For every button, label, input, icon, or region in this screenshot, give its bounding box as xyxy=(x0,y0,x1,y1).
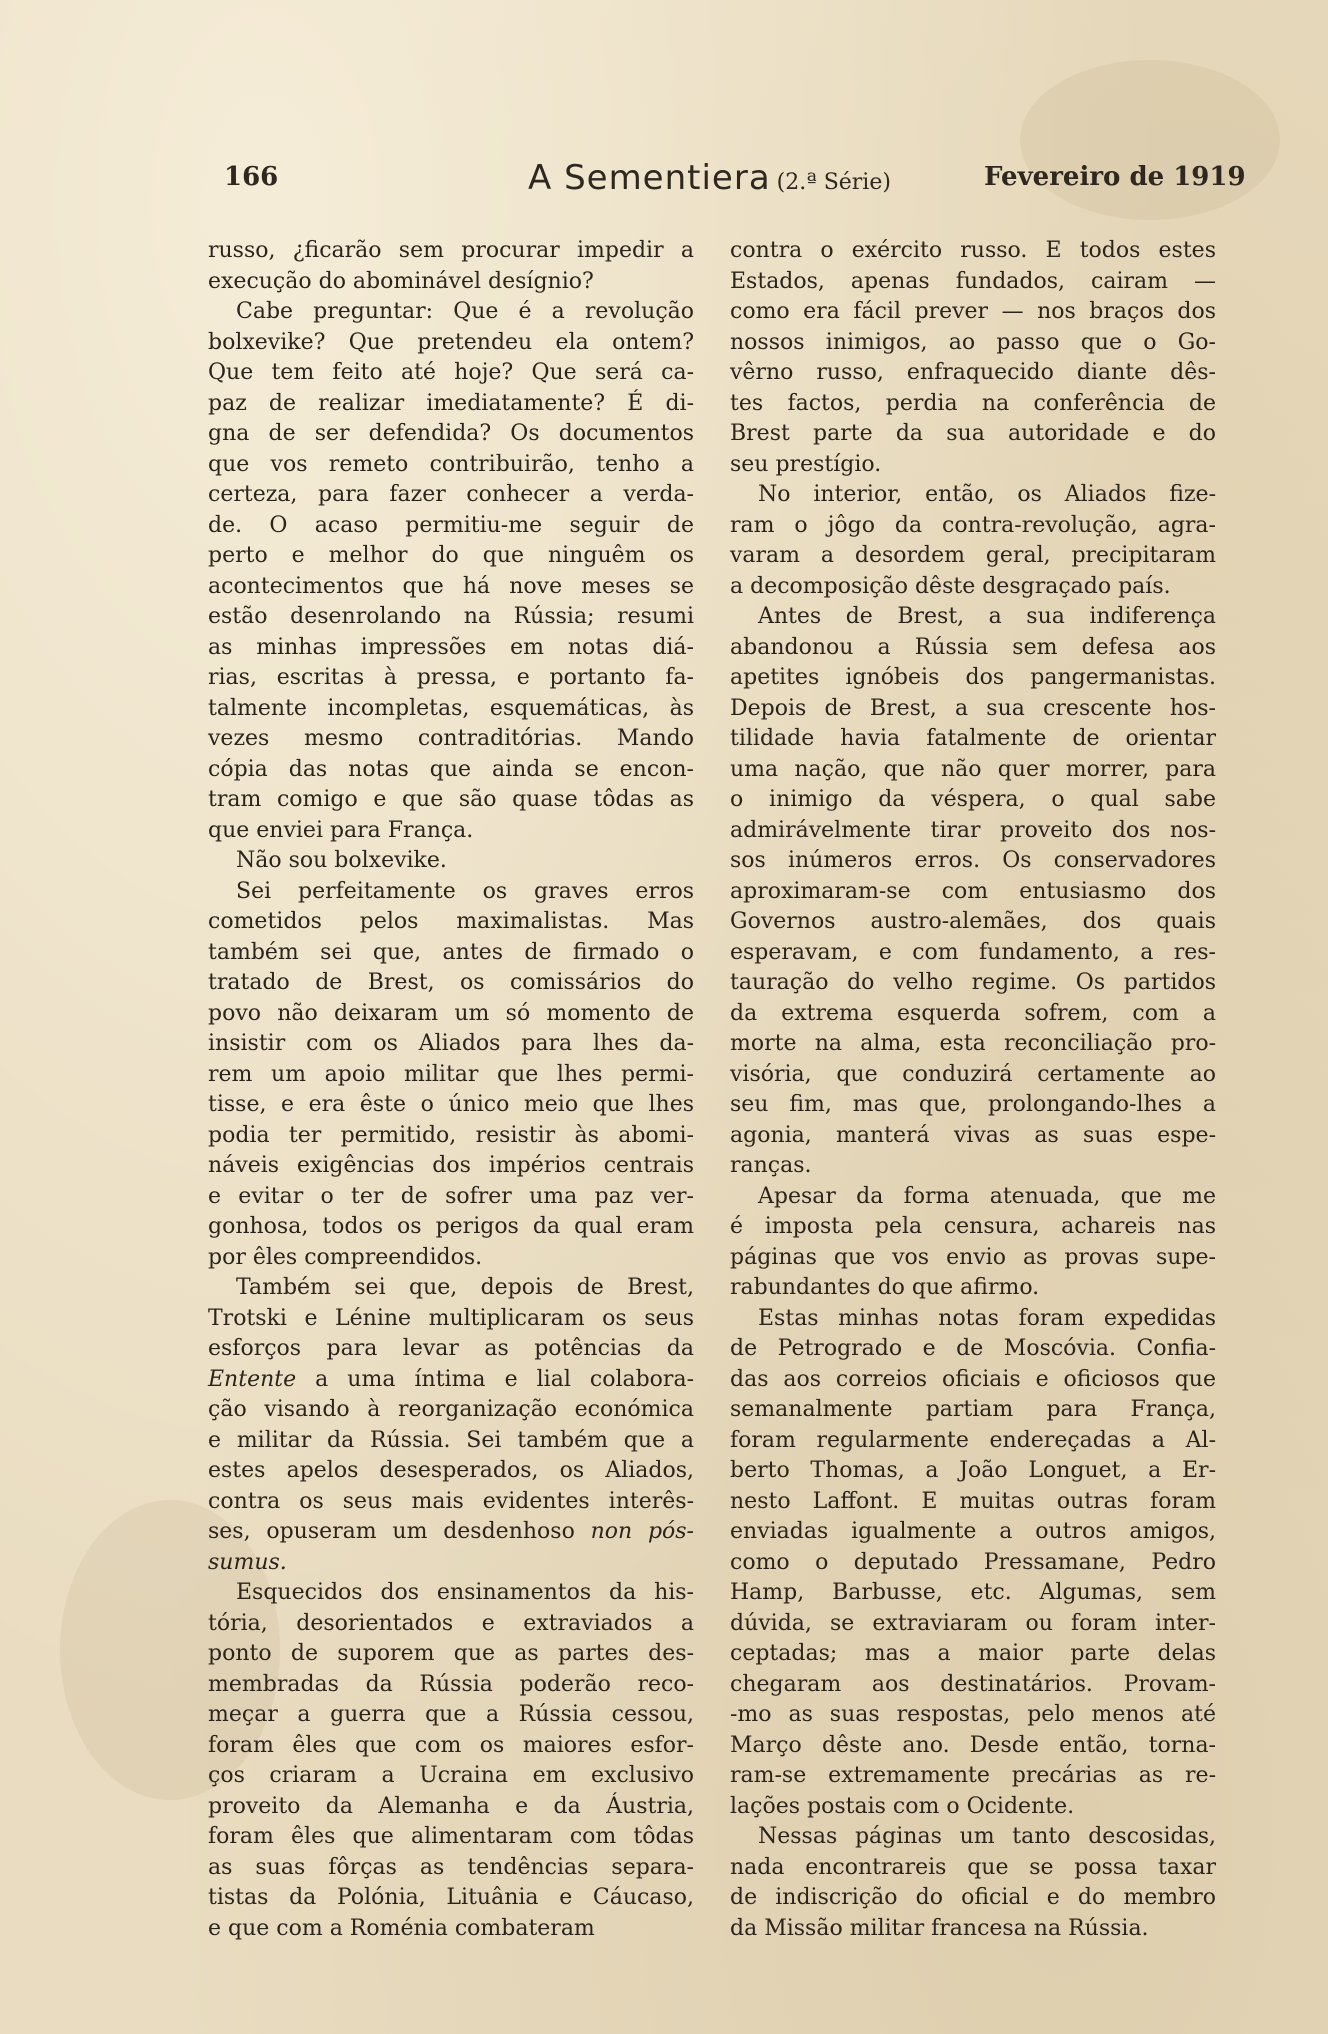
text-line: bolxevike? Que pretendeu ela ontem? xyxy=(208,329,694,355)
text-line: páginas que vos envio as provas supe- xyxy=(730,1244,1216,1270)
text-line: Março dêste ano. Desde então, torna- xyxy=(730,1732,1216,1758)
text-line: nesto Laffont. E muitas outras foram xyxy=(730,1488,1216,1514)
text-line: da Missão militar francesa na Rússia. xyxy=(730,1915,1149,1941)
text-line: agonia, manterá vivas as suas espe- xyxy=(730,1122,1216,1148)
text-line: Governos austro-alemães, dos quais xyxy=(730,909,1216,934)
text-line: da extrema esquerda sofrem, com a xyxy=(730,1000,1216,1026)
text-line: ponto de suporem que as partes des- xyxy=(208,1641,694,1666)
text-line: estão desenrolando na Rússia; resumi xyxy=(208,604,694,629)
text-line: semanalmente partiam para França, xyxy=(730,1397,1216,1422)
text-line: tes factos, perdia na conferência de xyxy=(730,390,1216,416)
text-line: contra os seus mais evidentes interês- xyxy=(208,1488,694,1514)
text-line: meçar a guerra que a Rússia cessou, xyxy=(208,1702,694,1727)
text-line: e evitar o ter de sofrer uma paz ver- xyxy=(208,1183,694,1209)
text-line: admirávelmente tirar proveito dos nos- xyxy=(730,817,1216,843)
text-line: tilidade havia fatalmente de orientar xyxy=(730,726,1216,751)
text-line: por êles compreendidos. xyxy=(208,1244,483,1270)
text-line: russo, ¿ficarão sem procurar impedir a xyxy=(208,238,694,263)
text-line: e militar da Rússia. Sei também que a xyxy=(208,1427,694,1453)
text-line: Cabe preguntar: Que é a revolução xyxy=(236,299,694,324)
text-line: acontecimentos que há nove meses se xyxy=(208,573,694,599)
text-line: berto Thomas, a João Longuet, a Er- xyxy=(730,1458,1216,1483)
text-line: morte na alma, esta reconciliação pro- xyxy=(730,1031,1216,1056)
text-line: Depois de Brest, a sua crescente hos- xyxy=(730,695,1216,721)
text-line: ços criaram a Ucraina em exclusivo xyxy=(208,1763,694,1788)
text-line: contra o exército russo. E todos estes xyxy=(730,238,1216,263)
text-line: vezes mesmo contraditórias. Mando xyxy=(208,726,694,751)
page-number: 166 xyxy=(224,162,279,192)
text-line: tistas da Polónia, Lituânia e Cáucaso, xyxy=(208,1885,694,1910)
text-line: sos inúmeros erros. Os conservadores xyxy=(730,848,1216,873)
text-line: paz de realizar imediatamente? É di- xyxy=(208,390,694,416)
text-line: e que com a Roménia combateram xyxy=(208,1915,595,1941)
text-line: esforços para levar as potências da xyxy=(208,1336,694,1361)
text-line: também sei que, antes de firmado o xyxy=(208,939,694,965)
text-line: de indiscrição do oficial e do membro xyxy=(730,1885,1216,1910)
text-line: insistir com os Aliados para lhes da- xyxy=(208,1031,694,1056)
text-line: ram o jôgo da contra-revolução, agra- xyxy=(730,512,1216,538)
text-line: Esquecidos dos ensinamentos da his- xyxy=(236,1580,694,1605)
text-line: náveis exigências dos impérios centrais xyxy=(208,1153,694,1178)
paper-stain xyxy=(1020,60,1280,220)
text-line: Hamp, Barbusse, etc. Algumas, sem xyxy=(730,1580,1216,1605)
text-line: sumus. xyxy=(208,1549,287,1575)
text-line: Nessas páginas um tanto descosidas, xyxy=(758,1824,1216,1849)
text-line: chegaram aos destinatários. Provam- xyxy=(730,1671,1216,1697)
text-line: uma nação, que não quer morrer, para xyxy=(730,756,1216,782)
left-text-column xyxy=(208,236,694,1944)
text-line: como o deputado Pressamane, Pedro xyxy=(730,1549,1216,1575)
text-line: de. O acaso permitiu-me seguir de xyxy=(208,512,694,538)
text-line: foram êles que alimentaram com tôdas xyxy=(208,1824,694,1849)
text-line: estes apelos desesperados, os Aliados, xyxy=(208,1458,694,1483)
text-line: gna de ser defendida? Os documentos xyxy=(208,421,694,446)
text-line: tratado de Brest, os comissários do xyxy=(208,970,694,995)
text-line: cópia das notas que ainda se encon- xyxy=(208,756,694,782)
text-line: cometidos pelos maximalistas. Mas xyxy=(208,909,694,934)
text-line: foram regularmente endereçadas a Al- xyxy=(730,1427,1216,1453)
text-line: perto e melhor do que ninguêm os xyxy=(208,543,694,568)
text-line: povo não deixaram um só momento de xyxy=(208,1000,694,1026)
text-line: No interior, então, os Aliados fize- xyxy=(758,482,1216,507)
text-line: tisse, e era êste o único meio que lhes xyxy=(208,1092,694,1117)
running-title xyxy=(528,158,891,198)
text-line: rias, escritas à pressa, e portanto fa- xyxy=(208,665,694,690)
text-line: dúvida, se extraviaram ou foram inter- xyxy=(730,1610,1216,1636)
text-line: tauração do velho regime. Os partidos xyxy=(730,970,1216,995)
text-line: Que tem feito até hoje? Que será ca- xyxy=(208,360,694,385)
text-line: Estados, apenas fundados, cairam — xyxy=(730,268,1216,294)
text-line: Sei perfeitamente os graves erros xyxy=(236,878,694,904)
text-line: as minhas impressões em notas diá- xyxy=(208,634,694,660)
text-line: Também sei que, depois de Brest, xyxy=(236,1275,694,1300)
text-line: abandonou a Rússia sem defesa aos xyxy=(730,634,1216,660)
text-line: execução do abominável desígnio? xyxy=(208,268,594,294)
text-line: que enviei para França. xyxy=(208,817,474,843)
text-line: é imposta pela censura, achareis nas xyxy=(730,1214,1216,1239)
text-line: podia ter permitido, resistir às abomi- xyxy=(208,1122,694,1148)
text-line: o inimigo da véspera, o qual sabe xyxy=(730,787,1216,812)
text-line: ção visando à reorganização económica xyxy=(208,1397,694,1422)
text-line: aproximaram-se com entusiasmo dos xyxy=(730,878,1216,904)
text-line: rem um apoio militar que lhes permi- xyxy=(208,1061,694,1087)
text-line: de Petrogrado e de Moscóvia. Confia- xyxy=(730,1336,1216,1361)
text-line: lações postais com o Ocidente. xyxy=(730,1793,1075,1819)
text-line: ceptadas; mas a maior parte delas xyxy=(730,1641,1216,1666)
text-line: nada encontrareis que se possa taxar xyxy=(730,1854,1216,1880)
text-line: vêrno russo, enfraquecido diante dês- xyxy=(730,360,1216,385)
text-line: -mo as suas respostas, pelo menos até xyxy=(730,1702,1216,1727)
publication-title: A Sementiera xyxy=(528,158,771,198)
text-line: as suas fôrças as tendências separa- xyxy=(208,1854,694,1880)
text-line: tória, desorientados e extraviados a xyxy=(208,1610,694,1636)
text-line: das aos correios oficiais e oficiosos que xyxy=(730,1366,1216,1392)
text-line: rabundantes do que afirmo. xyxy=(730,1275,1040,1300)
text-line: Entente a uma íntima e lial colabora- xyxy=(208,1366,694,1392)
text-line: tram comigo e que são quase tôdas as xyxy=(208,787,694,812)
text-line: foram êles que com os maiores esfor- xyxy=(208,1732,694,1758)
text-line: certeza, para fazer conhecer a verda- xyxy=(208,482,694,507)
text-line: nossos inimigos, ao passo que o Go- xyxy=(730,329,1216,355)
right-text-column xyxy=(730,236,1216,1944)
text-line: Trotski e Lénine multiplicaram os seus xyxy=(208,1305,694,1331)
text-line: a decomposição dêste desgraçado país. xyxy=(730,573,1171,599)
text-line: ram-se extremamente precárias as re- xyxy=(730,1763,1216,1788)
text-line: Antes de Brest, a sua indiferença xyxy=(758,604,1216,629)
text-line: gonhosa, todos os perigos da qual eram xyxy=(208,1214,694,1239)
text-line: esperavam, e com fundamento, a res- xyxy=(730,939,1216,965)
text-line: visória, que conduzirá certamente ao xyxy=(730,1061,1216,1087)
text-line: ranças. xyxy=(730,1153,812,1178)
text-line: varam a desordem geral, precipitaram xyxy=(730,543,1216,568)
text-line: apetites ignóbeis dos pangermanistas. xyxy=(730,665,1216,690)
series-label: (2.ª Série) xyxy=(776,170,891,195)
text-line: Brest parte da sua autoridade e do xyxy=(730,421,1216,446)
text-line: Apesar da forma atenuada, que me xyxy=(758,1183,1216,1209)
text-line: Não sou bolxevike. xyxy=(236,848,447,873)
text-line: membradas da Rússia poderão reco- xyxy=(208,1671,694,1697)
text-line: proveito da Alemanha e da Áustria, xyxy=(208,1793,694,1819)
text-line: que vos remeto contribuirão, tenho a xyxy=(208,451,694,477)
text-line: talmente incompletas, esquemáticas, às xyxy=(208,695,694,721)
text-line: seu fim, mas que, prolongando-lhes a xyxy=(730,1092,1216,1117)
text-line: como era fácil prever — nos braços dos xyxy=(730,299,1216,324)
running-date: Fevereiro de 1919 xyxy=(984,162,1246,192)
text-line: Estas minhas notas foram expedidas xyxy=(758,1305,1216,1331)
text-line: ses, opuseram um desdenhoso non pós- xyxy=(208,1519,694,1544)
text-line: seu prestígio. xyxy=(730,451,882,477)
text-line: enviadas igualmente a outros amigos, xyxy=(730,1519,1216,1544)
